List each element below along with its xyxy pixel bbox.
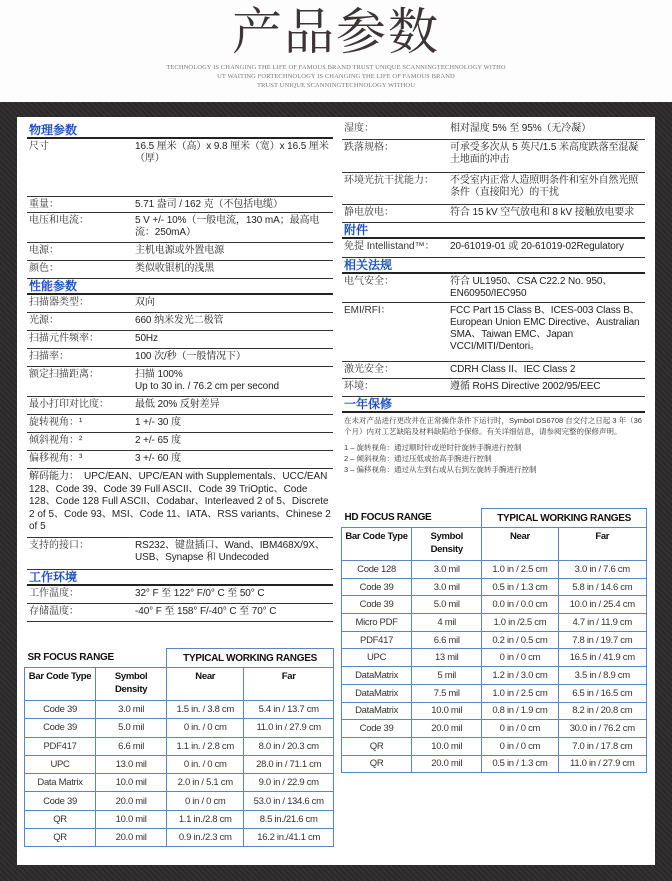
spec-label: 扫描率：: [29, 351, 69, 362]
spec-value: [135, 435, 331, 449]
table-cell: PDF417: [342, 631, 412, 649]
spec-value: [135, 606, 331, 620]
spec-value: [135, 540, 331, 568]
spec-label: 扫描元件频率：: [29, 333, 99, 344]
table-cell: 0.5 in / 1.3 cm: [482, 755, 558, 773]
spec-row: [27, 295, 333, 313]
table-cell: 3.0 mil: [96, 701, 167, 719]
table-cell: 1.1 in. / 2.8 cm: [167, 737, 244, 755]
column-header: Far: [558, 528, 646, 561]
table-cell: Code 39: [342, 596, 412, 614]
table-cell: Data Matrix: [25, 774, 96, 792]
spec-value: [450, 123, 643, 138]
spec-value: [135, 351, 331, 365]
spec-value-text: 32° F 至 122° F/0° C 至 50° C: [135, 588, 265, 599]
spec-label: 最小打印对比度：: [29, 399, 109, 410]
hd-focus-range-table: [341, 508, 647, 773]
spec-value-text: RS232、键盘插口、Wand、IBM468X/9X、USB、Synapse 和 Undecoded: [135, 540, 325, 563]
table-cell: 5.8 in / 14.6 cm: [558, 578, 646, 596]
spec-row: [27, 213, 333, 243]
spec-label: 扫描器类型：: [29, 297, 89, 308]
spec-value: [135, 263, 331, 277]
spec-row: [342, 121, 645, 140]
table-cell: 0 in / 0 cm: [482, 737, 558, 755]
table-cell: 16.2 in./41.1 cm: [244, 829, 334, 847]
spec-row: [27, 331, 333, 349]
table-cell: 10.0 mil: [96, 774, 167, 792]
spec-row: [342, 362, 645, 379]
table-cell: Micro PDF: [342, 614, 412, 632]
table-cell: 10.0 in / 25.4 cm: [558, 596, 646, 614]
header: [0, 0, 672, 102]
table-cell: 13 mil: [412, 649, 482, 667]
table-cell: 9.0 in / 22.9 cm: [244, 774, 334, 792]
table-row: [25, 792, 334, 810]
spec-value: [135, 215, 331, 241]
decode-capability: 解码能力： UPC/EAN、UPC/EAN with Supplementals、UCC/EAN 128、Code 39、Code 39 Full ASCII、Code 39 TriOptic、Code 128、Code 128 Full ASCII、Codabar、Interleaved 2 of 5、Discrete 2 of 5、Code 93、MSI、Code 11、IATA、RSS variants、Chinese 2 of 5: [27, 469, 333, 538]
spec-label: 存储温度：: [29, 606, 79, 617]
table-cell: Code 39: [25, 719, 96, 737]
table-cell: 0.8 in / 1.9 cm: [482, 702, 558, 720]
spec-row: [27, 243, 333, 261]
table-cell: 1.0 in / 2.5 cm: [482, 561, 558, 579]
subtitle-line: TRUST UNIQUE SCANNINGTECHNOLOGY WITHOU: [256, 82, 416, 89]
spec-value-text: 扫描 100%: [135, 369, 183, 380]
table-cell: DataMatrix: [342, 667, 412, 685]
table-cell: 28.0 in / 71.1 cm: [244, 755, 334, 773]
table-cell: 7.8 in / 19.7 cm: [558, 631, 646, 649]
table-row: [342, 649, 647, 667]
table-cell: Code 39: [342, 720, 412, 738]
table-cell: 5 mil: [412, 667, 482, 685]
spec-row: [342, 140, 645, 173]
spec-row: [27, 261, 333, 279]
spec-value: [450, 305, 643, 360]
table-cell: 4.7 in / 11.9 cm: [558, 614, 646, 632]
spec-value-text: 50Hz: [135, 333, 158, 344]
table-cell: 5.0 mil: [96, 719, 167, 737]
table-row: [25, 719, 334, 737]
table-row: [25, 701, 334, 719]
section-heading: 相关法规: [342, 258, 645, 274]
spec-row: [27, 367, 333, 397]
spec-value: [450, 364, 643, 377]
table-cell: UPC: [25, 755, 96, 773]
table-cell: 0 in. / 0 cm: [167, 755, 244, 773]
table-cell: 8.0 in / 20.3 cm: [244, 737, 334, 755]
table-cell: QR: [342, 755, 412, 773]
section-heading: 一年保修: [342, 397, 645, 413]
spec-value-text: 5.71 盎司 / 162 克（不包括电缆）: [135, 199, 283, 210]
table-cell: 20.0 mil: [412, 755, 482, 773]
spec-label: 静电放电：: [344, 207, 394, 218]
footnote: 1 – 旋转视角：通过顺时针或逆时针旋转手腕进行控制: [344, 443, 522, 452]
spec-value: [135, 369, 331, 395]
table-row: [342, 684, 647, 702]
spec-value: [450, 207, 643, 221]
table-cell: 13.0 mil: [96, 755, 167, 773]
spec-value-text: CDRH Class II、IEC Class 2: [450, 364, 576, 375]
table-cell: 4 mil: [412, 614, 482, 632]
right-column: [342, 121, 645, 475]
table-cell: 3.5 in / 8.9 cm: [558, 667, 646, 685]
group-header: TYPICAL WORKING RANGES: [167, 649, 334, 668]
spec-value: [135, 315, 331, 329]
spec-row: [27, 415, 333, 433]
table-row: [342, 702, 647, 720]
table-cell: 53.0 in / 134.6 cm: [244, 792, 334, 810]
spec-value-text: 相对湿度 5% 至 95%（无冷凝）: [450, 123, 592, 134]
table-cell: 1.2 in / 3.0 cm: [482, 667, 558, 685]
table-cell: 0.0 in / 0.0 cm: [482, 596, 558, 614]
table-cell: 3.0 mil: [412, 561, 482, 579]
column-header: Symbol Density: [412, 528, 482, 561]
sr-focus-range-table: [24, 648, 334, 847]
spec-value-text: 类似收银机的浅黑: [135, 263, 215, 274]
spec-value: [450, 175, 643, 203]
spec-label: 湿度：: [344, 123, 374, 134]
spec-row: [27, 139, 333, 197]
spec-label: 光源：: [29, 315, 59, 326]
table-cell: Code 39: [342, 578, 412, 596]
table-cell: UPC: [342, 649, 412, 667]
table-cell: 6.5 in / 16.5 cm: [558, 684, 646, 702]
spec-row: [27, 197, 333, 213]
table-cell: 20.0 mil: [96, 792, 167, 810]
table-cell: 0 in. / 0 cm: [167, 719, 244, 737]
section-heading: 工作环境: [27, 570, 333, 586]
column-header: Bar Code Type: [25, 668, 96, 701]
spec-value-text: 最低 20% 反射差异: [135, 399, 220, 410]
spec-value: [450, 142, 643, 171]
table-cell: 7.5 mil: [412, 684, 482, 702]
page-title: 产品参数: [232, 3, 440, 61]
table-cell: 1.0 in / 2.5 cm: [482, 684, 558, 702]
table-row: [25, 810, 334, 828]
spec-label: 免提 Intellistand™：: [344, 241, 435, 252]
table-cell: PDF417: [25, 737, 96, 755]
table-cell: 3.0 in / 7.6 cm: [558, 561, 646, 579]
table-row: [25, 737, 334, 755]
spec-label: 跌落规格：: [344, 142, 394, 153]
spec-value: [135, 245, 331, 259]
table-cell: 10.0 mil: [96, 810, 167, 828]
column-header: Near: [167, 668, 244, 701]
table-row: [342, 561, 647, 579]
spec-row: [27, 604, 333, 622]
spec-label: 尺寸: [29, 141, 49, 152]
table-cell: 8.5 in./21.6 cm: [244, 810, 334, 828]
column-header: Bar Code Type: [342, 528, 412, 561]
spec-label: 环境光抗干扰能力：: [344, 175, 434, 186]
spec-row: [342, 274, 645, 303]
column-header: Far: [244, 668, 334, 701]
table-cell: 20.0 mil: [96, 829, 167, 847]
table-cell: 3.0 mil: [412, 578, 482, 596]
spec-label: 倾斜视角：²: [29, 435, 83, 446]
spec-label: 额定扫描距离：: [29, 369, 99, 380]
spec-value-text: 3 +/- 60 度: [135, 453, 181, 464]
table-cell: 5.0 mil: [412, 596, 482, 614]
spec-value: [135, 141, 331, 195]
table-cell: 0.9 in./2.3 cm: [167, 829, 244, 847]
table-header-row: [25, 668, 334, 701]
spec-value: [135, 399, 331, 413]
table-cell: 0 in / 0 cm: [482, 720, 558, 738]
spec-value-text: 遵循 RoHS Directive 2002/95/EEC: [450, 381, 601, 392]
table-row: [342, 667, 647, 685]
table-cell: 10.0 mil: [412, 737, 482, 755]
spec-row: [27, 586, 333, 604]
table-cell: 0.5 in / 1.3 cm: [482, 578, 558, 596]
spec-row: [342, 239, 645, 258]
spec-label: 电气安全：: [344, 276, 394, 287]
table-cell: 5.4 in / 13.7 cm: [244, 701, 334, 719]
spec-row: [27, 433, 333, 451]
table-cell: 0 in / 0 cm: [482, 649, 558, 667]
footnote: 3 – 偏移视角：通过从左到右或从右到左旋转手腕进行控制: [344, 465, 537, 474]
spec-value-text: 主机电源或外置电源: [135, 245, 225, 256]
table-row: [342, 614, 647, 632]
table-row: [342, 720, 647, 738]
table-cell: 1.0 in /2.5 cm: [482, 614, 558, 632]
spec-label: 偏移视角：³: [29, 453, 83, 464]
column-header: Near: [482, 528, 558, 561]
table-cell: DataMatrix: [342, 684, 412, 702]
spec-value: [135, 588, 331, 602]
spec-label: EMI/RFI：: [344, 305, 391, 316]
subtitle-line: UT WAITING FORTECHNOLOGY IS CHANGING THE LIFE OF FAMOUS BRAND: [217, 73, 455, 80]
table-cell: QR: [342, 737, 412, 755]
spec-value: [450, 241, 643, 256]
footnote: 2 – 倾斜视角：通过压低或抬高手腕进行控制: [344, 454, 492, 463]
warranty-text: 在未对产品进行更改并在正常操作条件下运行时，Symbol DS6708 自交付之日起 3 年（36 个月）内对工艺缺陷及材料缺陷给予保修。有关详细信息，请参阅完整的保修声明。: [344, 416, 642, 436]
table-row: [342, 596, 647, 614]
table-cell: 11.0 in / 27.9 cm: [558, 755, 646, 773]
table-cell: 16.5 in / 41.9 cm: [558, 649, 646, 667]
table-cell: 1.1 in./2.8 cm: [167, 810, 244, 828]
table-row: [25, 829, 334, 847]
table-cell: 0 in / 0 cm: [167, 792, 244, 810]
section-heading: 性能参数: [27, 279, 333, 295]
table-cell: 2.0 in / 5.1 cm: [167, 774, 244, 792]
table-row: [342, 631, 647, 649]
table-cell: QR: [25, 810, 96, 828]
spec-label: 支持的接口：: [29, 540, 89, 551]
spec-value-text: 双向: [135, 297, 155, 308]
table-row: [25, 755, 334, 773]
spec-row: [342, 379, 645, 397]
table-cell: DataMatrix: [342, 702, 412, 720]
table-cell: 11.0 in / 27.9 cm: [244, 719, 334, 737]
spec-row: [342, 205, 645, 223]
table-caption-row: [342, 509, 647, 528]
spec-row: [27, 313, 333, 331]
spec-row: [27, 538, 333, 570]
table-row: [25, 774, 334, 792]
spec-value-text: 2 +/- 65 度: [135, 435, 181, 446]
table-row: [342, 578, 647, 596]
spec-value-text: Up to 30 in. / 76.2 cm per second: [135, 381, 280, 392]
table-caption-row: [25, 649, 334, 668]
spec-row: [342, 303, 645, 362]
table-cell: 30.0 in / 76.2 cm: [558, 720, 646, 738]
spec-value-text: 5 V +/- 10%（一般电流，130 mA；最高电流：250mA）: [135, 215, 320, 238]
table-cell: 20.0 mil: [412, 720, 482, 738]
spec-value: [135, 453, 331, 467]
section-heading: 附件: [342, 223, 645, 239]
spec-value-text: 符合 15 kV 空气放电和 8 kV 接触放电要求: [450, 207, 635, 218]
table-title: SR FOCUS RANGE: [27, 652, 114, 664]
table-cell: 1.5 in. / 3.8 cm: [167, 701, 244, 719]
column-header: Symbol Density: [96, 668, 167, 701]
table-row: [342, 737, 647, 755]
spec-value-text: 16.5 厘米（高）x 9.8 厘米（宽）x 16.5 厘米（厚）: [135, 141, 329, 164]
group-header: TYPICAL WORKING RANGES: [482, 509, 647, 528]
spec-value: [135, 417, 331, 431]
table-cell: Code 39: [25, 701, 96, 719]
table-cell: Code 128: [342, 561, 412, 579]
spec-value-text: 可承受多次从 5 英尺/1.5 米高度跌落至混凝土地面的冲击: [450, 142, 639, 165]
spec-label: 激光安全：: [344, 364, 394, 375]
spec-value-text: FCC Part 15 Class B、ICES-003 Class B、European Union EMC Directive、Australian SMA、Taiwan EMC、Japan VCCI/MITI/Dentori。: [450, 305, 640, 352]
spec-row: [27, 451, 333, 469]
spec-label: 旋转视角：¹: [29, 417, 83, 428]
table-header-row: [342, 528, 647, 561]
spec-value-text: 100 次/秒（一般情况下）: [135, 351, 246, 362]
spec-row: [27, 349, 333, 367]
table-cell: Code 39: [25, 792, 96, 810]
spec-label: 重量：: [29, 199, 59, 210]
spec-value: [135, 333, 331, 347]
table-cell: 6.6 mil: [412, 631, 482, 649]
spec-value-text: 1 +/- 30 度: [135, 417, 181, 428]
table-title: HD FOCUS RANGE: [344, 512, 432, 524]
spec-label: 电压和电流：: [29, 215, 89, 226]
spec-value-text: 不受室内正常人造照明条件和室外自然光照条件（直接阳光）的干扰: [450, 175, 639, 198]
spec-value-text: -40° F 至 158° F/-40° C 至 70° C: [135, 606, 277, 617]
spec-row: [342, 173, 645, 205]
table-cell: 6.6 mil: [96, 737, 167, 755]
table-cell: 7.0 in / 17.8 cm: [558, 737, 646, 755]
section-heading: 物理参数: [27, 123, 333, 139]
subtitle-line: TECHNOLOGY IS CHANGING THE LIFE OF FAMOUS BRAND TRUST UNIQUE SCANNINGTECHNOLOGY WITHO: [166, 64, 506, 71]
spec-value: [135, 199, 331, 211]
table-cell: QR: [25, 829, 96, 847]
spec-value-text: 660 纳米发光二极管: [135, 315, 224, 326]
table-row: [342, 755, 647, 773]
spec-value-text: 20-61019-01 或 20-61019-02Regulatory: [450, 241, 624, 252]
table-cell: 0.2 in / 0.5 cm: [482, 631, 558, 649]
spec-label: 环境：: [344, 381, 374, 392]
table-cell: 8.2 in / 20.8 cm: [558, 702, 646, 720]
spec-value-text: 符合 UL1950、CSA C22.2 No. 950、EN60950/IEC950: [450, 276, 613, 299]
spec-value: [450, 381, 643, 395]
spec-row: [27, 397, 333, 415]
table-cell: 10.0 mil: [412, 702, 482, 720]
spec-value: [450, 276, 643, 301]
spec-label: 颜色：: [29, 263, 59, 274]
spec-value: [135, 297, 331, 311]
spec-label: 电源：: [29, 245, 59, 256]
left-column: [27, 123, 333, 622]
spec-label: 工作温度：: [29, 588, 79, 599]
